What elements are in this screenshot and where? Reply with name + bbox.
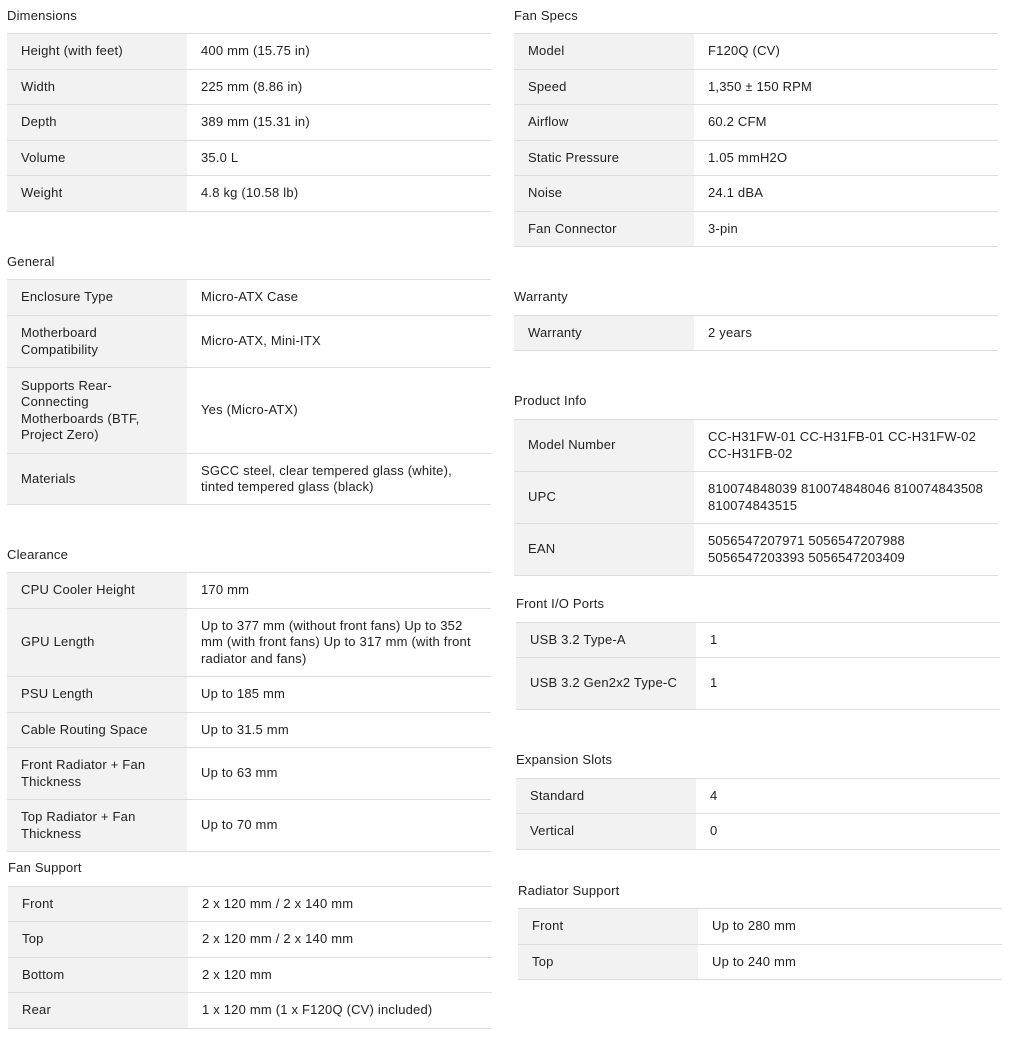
row-value: F120Q (CV) — [694, 34, 998, 70]
table-row — [516, 658, 1000, 710]
section-title: Product Info — [514, 393, 587, 408]
row-value: 0 — [696, 814, 1000, 850]
row-label: Airflow — [514, 105, 694, 141]
row-label: Standard — [516, 779, 696, 814]
table-row — [7, 176, 491, 212]
table-row — [7, 280, 491, 316]
spec-table — [514, 33, 998, 247]
row-label: Rear — [8, 993, 188, 1029]
table-row — [7, 70, 491, 105]
row-value: 4.8 kg (10.58 lb) — [187, 176, 491, 212]
row-label: Warranty — [514, 316, 694, 351]
row-value: 1 — [696, 623, 1000, 658]
table-row — [7, 748, 491, 800]
table-row — [7, 105, 491, 141]
row-label: Enclosure Type — [7, 280, 187, 316]
row-label: Model — [514, 34, 694, 70]
row-value: 2 years — [694, 316, 998, 351]
row-label: Bottom — [8, 958, 188, 993]
table-row — [7, 141, 491, 176]
table-row — [514, 141, 998, 176]
row-label: Static Pressure — [514, 141, 694, 176]
row-value: SGCC steel, clear tempered glass (white), tinted tempered glass (black) — [187, 454, 491, 505]
spec-table — [7, 279, 491, 505]
row-value: 5056547207971 5056547207988 5056547203393 5056547203409 — [694, 524, 998, 576]
table-row — [7, 454, 491, 505]
row-label: Width — [7, 70, 187, 105]
table-row — [514, 176, 998, 212]
row-value: Up to 280 mm — [698, 909, 1002, 945]
table-row — [8, 993, 492, 1029]
row-value: Up to 70 mm — [187, 800, 491, 852]
row-value: 35.0 L — [187, 141, 491, 176]
row-label: Front — [8, 887, 188, 922]
table-row — [514, 420, 998, 472]
row-value: 810074848039 810074848046 810074843508 810074843515 — [694, 472, 998, 524]
row-value: 24.1 dBA — [694, 176, 998, 212]
row-label: Cable Routing Space — [7, 713, 187, 748]
table-row — [7, 713, 491, 748]
row-label: Top Radiator + Fan Thickness — [7, 800, 187, 852]
row-value: 1,350 ± 150 RPM — [694, 70, 998, 105]
section-title: Clearance — [7, 547, 69, 562]
row-label: USB 3.2 Gen2x2 Type-C — [516, 658, 696, 710]
spec-table — [514, 315, 998, 351]
row-label: Front — [518, 909, 698, 945]
row-label: Model Number — [514, 420, 694, 472]
section-title: Expansion Slots — [516, 752, 613, 767]
row-value: 170 mm — [187, 573, 491, 609]
row-value: CC-H31FW-01 CC-H31FB-01 CC-H31FW-02 CC-H31FB-02 — [694, 420, 998, 472]
row-value: 60.2 CFM — [694, 105, 998, 141]
table-row — [8, 958, 492, 993]
table-row — [7, 677, 491, 713]
row-value: 1 x 120 mm (1 x F120Q (CV) included) — [188, 993, 492, 1029]
row-label: Weight — [7, 176, 187, 212]
row-label: Height (with feet) — [7, 34, 187, 70]
spec-table — [518, 908, 1002, 980]
table-row — [514, 524, 998, 576]
row-value: Up to 185 mm — [187, 677, 491, 713]
row-value: Up to 240 mm — [698, 945, 1002, 980]
row-label: Supports Rear-Connecting Motherboards (BTF, Project Zero) — [7, 368, 187, 454]
row-value: 2 x 120 mm / 2 x 140 mm — [188, 887, 492, 922]
row-value: Micro-ATX Case — [187, 280, 491, 316]
table-row — [518, 945, 1002, 980]
row-value: Up to 31.5 mm — [187, 713, 491, 748]
table-row — [7, 800, 491, 852]
table-row — [8, 922, 492, 958]
row-value: 225 mm (8.86 in) — [187, 70, 491, 105]
row-label: Top — [518, 945, 698, 980]
table-row — [516, 779, 1000, 814]
row-label: GPU Length — [7, 609, 187, 677]
row-label: PSU Length — [7, 677, 187, 713]
row-label: Noise — [514, 176, 694, 212]
row-label: Materials — [7, 454, 187, 505]
row-value: 2 x 120 mm / 2 x 140 mm — [188, 922, 492, 958]
spec-table — [516, 622, 1000, 710]
row-label: Front Radiator + Fan Thickness — [7, 748, 187, 800]
row-value: 3-pin — [694, 212, 998, 247]
table-row — [7, 609, 491, 677]
table-row — [518, 909, 1002, 945]
table-row — [514, 212, 998, 247]
table-row — [8, 887, 492, 922]
row-value: 4 — [696, 779, 1000, 814]
table-row — [516, 814, 1000, 850]
row-label: Volume — [7, 141, 187, 176]
row-value: Micro-ATX, Mini-ITX — [187, 316, 491, 368]
row-value: 1.05 mmH2O — [694, 141, 998, 176]
row-value: Up to 377 mm (without front fans) Up to 352 mm (with front fans) Up to 317 mm (with front radiator and fans) — [187, 609, 491, 677]
spec-table — [8, 886, 492, 1029]
section-title: Radiator Support — [518, 883, 620, 898]
table-row — [7, 368, 491, 454]
row-label: Motherboard Compatibility — [7, 316, 187, 368]
row-label: UPC — [514, 472, 694, 524]
section-title: Dimensions — [7, 8, 77, 23]
row-label: Vertical — [516, 814, 696, 850]
row-value: 2 x 120 mm — [188, 958, 492, 993]
section-title: Fan Support — [8, 860, 82, 875]
row-label: CPU Cooler Height — [7, 573, 187, 609]
row-label: Top — [8, 922, 188, 958]
section-title: Fan Specs — [514, 8, 578, 23]
section-title: General — [7, 254, 55, 269]
table-row — [514, 70, 998, 105]
table-row — [514, 316, 998, 351]
row-label: EAN — [514, 524, 694, 576]
table-row — [7, 34, 491, 70]
row-label: Speed — [514, 70, 694, 105]
spec-table — [7, 572, 491, 852]
section-title: Front I/O Ports — [516, 596, 605, 611]
row-value: 400 mm (15.75 in) — [187, 34, 491, 70]
table-row — [514, 472, 998, 524]
table-row — [514, 105, 998, 141]
row-value: Up to 63 mm — [187, 748, 491, 800]
table-row — [516, 623, 1000, 658]
spec-table — [516, 778, 1000, 850]
table-row — [514, 34, 998, 70]
spec-table — [514, 419, 998, 576]
row-label: Depth — [7, 105, 187, 141]
spec-table — [7, 33, 491, 212]
row-label: USB 3.2 Type-A — [516, 623, 696, 658]
table-row — [7, 316, 491, 368]
row-value: 1 — [696, 658, 1000, 710]
table-row — [7, 573, 491, 609]
section-title: Warranty — [514, 289, 568, 304]
row-value: 389 mm (15.31 in) — [187, 105, 491, 141]
row-label: Fan Connector — [514, 212, 694, 247]
row-value: Yes (Micro-ATX) — [187, 368, 491, 454]
